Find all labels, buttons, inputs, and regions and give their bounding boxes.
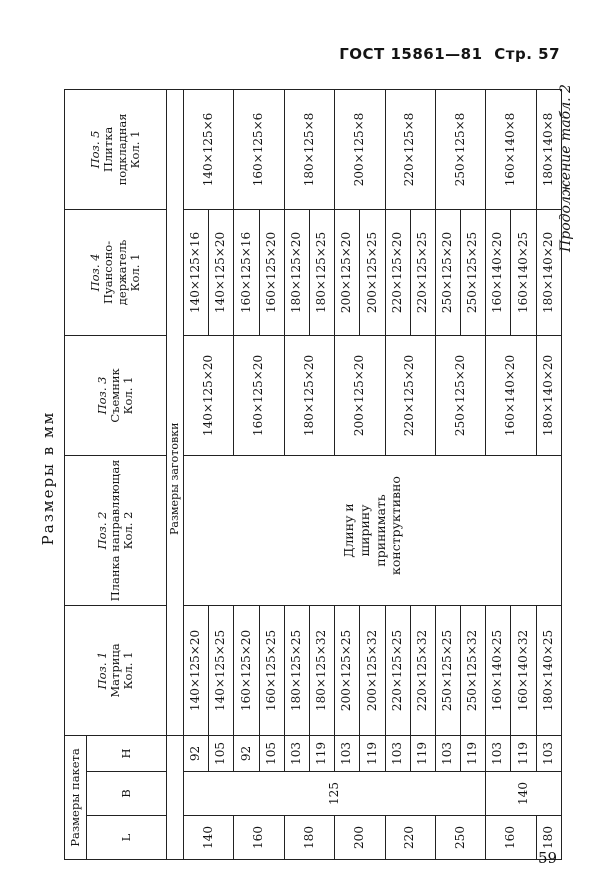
pos3-cell: 180×125×20 xyxy=(284,335,334,455)
pos4-cell: 160×125×16 xyxy=(234,209,259,335)
pos4-cell: 250×125×25 xyxy=(461,209,486,335)
pos2-header: Поз. 2 Планка направляющая Кол. 2 xyxy=(65,455,167,605)
dimensions-table xyxy=(64,89,562,860)
H-cell: 103 xyxy=(335,735,360,771)
H-cell: 103 xyxy=(435,735,460,771)
pos1-cell: 180×125×32 xyxy=(309,605,334,735)
page-header xyxy=(333,45,560,63)
pos2-note: Длину и ширину принимать конструктивно xyxy=(184,455,562,605)
L-cell: 180 xyxy=(536,816,561,860)
pos5-header: Поз. 5 Плитка подкладная Кол. 1 xyxy=(65,89,167,209)
pos1-cell: 200×125×32 xyxy=(360,605,385,735)
pos1-header: Поз. 1 Матрица Кол. 1 xyxy=(65,605,167,735)
H-cell: 105 xyxy=(209,735,234,771)
H-cell: 119 xyxy=(360,735,385,771)
pos5-cell: 140×125×6 xyxy=(184,89,234,209)
pos5-cell: 200×125×8 xyxy=(335,89,385,209)
pos3-cell: 160×140×20 xyxy=(486,335,536,455)
pos1-cell: 220×125×25 xyxy=(385,605,410,735)
B-cell-140: 140 xyxy=(486,772,562,816)
pos4-cell: 200×125×25 xyxy=(360,209,385,335)
pos3-cell: 160×125×20 xyxy=(234,335,284,455)
H-cell: 119 xyxy=(309,735,334,771)
pos5-cell: 180×125×8 xyxy=(284,89,334,209)
pos4-cell: 180×125×25 xyxy=(309,209,334,335)
pos4-header: Поз. 4 Пуансоно-держатель Кол. 1 xyxy=(65,209,167,335)
H-cell: 119 xyxy=(461,735,486,771)
L-cell: 140 xyxy=(184,816,234,860)
col-H-header: H xyxy=(87,735,167,771)
B-cell-125: 125 xyxy=(184,772,486,816)
L-cell: 160 xyxy=(234,816,284,860)
pos4-cell: 140×125×16 xyxy=(184,209,209,335)
H-cell: 103 xyxy=(486,735,511,771)
L-cell: 220 xyxy=(385,816,435,860)
rotated-table-wrapper xyxy=(64,90,562,860)
blank-cell xyxy=(167,735,184,859)
pos1-cell: 220×125×32 xyxy=(410,605,435,735)
H-cell: 119 xyxy=(410,735,435,771)
L-cell: 250 xyxy=(435,816,485,860)
pos1-cell: 200×125×25 xyxy=(335,605,360,735)
H-cell: 103 xyxy=(536,735,561,771)
pos1-cell: 160×125×25 xyxy=(259,605,284,735)
pos1-cell: 160×140×32 xyxy=(511,605,536,735)
table-units-title: Размеры в мм xyxy=(39,410,57,546)
pos3-cell: 200×125×20 xyxy=(335,335,385,455)
pos5-cell: 250×125×8 xyxy=(435,89,485,209)
col-B-header: B xyxy=(87,772,167,816)
pos4-cell: 160×140×20 xyxy=(486,209,511,335)
table-continuation-caption: Продолжение табл. 2 xyxy=(558,84,574,252)
package-size-header: Размеры пакета xyxy=(65,735,87,859)
pos5-cell: 160×125×6 xyxy=(234,89,284,209)
blank-sizes-label: Размеры заготовки xyxy=(167,89,184,735)
H-cell: 119 xyxy=(511,735,536,771)
pos3-header: Поз. 3 Съемник Кол. 1 xyxy=(65,335,167,455)
pos4-cell: 180×125×20 xyxy=(284,209,309,335)
L-cell: 180 xyxy=(284,816,334,860)
pos4-cell: 180×140×20 xyxy=(536,209,561,335)
page-number: 59 xyxy=(538,849,558,867)
pos5-cell: 180×140×8 xyxy=(536,89,561,209)
pos1-cell: 250×125×25 xyxy=(435,605,460,735)
page-label: Стр. 57 xyxy=(494,45,560,63)
standard-number: ГОСТ 15861—81 xyxy=(339,45,483,63)
L-cell: 200 xyxy=(335,816,385,860)
pos1-cell: 180×140×25 xyxy=(536,605,561,735)
pos3-cell: 220×125×20 xyxy=(385,335,435,455)
pos4-cell: 160×140×25 xyxy=(511,209,536,335)
pos4-cell: 140×125×20 xyxy=(209,209,234,335)
H-cell: 103 xyxy=(385,735,410,771)
H-cell: 103 xyxy=(284,735,309,771)
L-cell: 160 xyxy=(486,816,536,860)
col-L-header: L xyxy=(87,816,167,860)
pos1-cell: 140×125×20 xyxy=(184,605,209,735)
pos3-cell: 140×125×20 xyxy=(184,335,234,455)
pos1-cell: 250×125×32 xyxy=(461,605,486,735)
pos4-cell: 200×125×20 xyxy=(335,209,360,335)
pos4-cell: 250×125×20 xyxy=(435,209,460,335)
H-cell: 92 xyxy=(184,735,209,771)
pos1-cell: 160×125×20 xyxy=(234,605,259,735)
pos3-cell: 180×140×20 xyxy=(536,335,561,455)
pos5-cell: 160×140×8 xyxy=(486,89,536,209)
pos4-cell: 220×125×20 xyxy=(385,209,410,335)
pos5-cell: 220×125×8 xyxy=(385,89,435,209)
pos4-cell: 220×125×25 xyxy=(410,209,435,335)
pos3-cell: 250×125×20 xyxy=(435,335,485,455)
pos1-cell: 140×125×25 xyxy=(209,605,234,735)
H-cell: 105 xyxy=(259,735,284,771)
pos1-cell: 180×125×25 xyxy=(284,605,309,735)
pos1-cell: 160×140×25 xyxy=(486,605,511,735)
pos4-cell: 160×125×20 xyxy=(259,209,284,335)
H-cell: 92 xyxy=(234,735,259,771)
